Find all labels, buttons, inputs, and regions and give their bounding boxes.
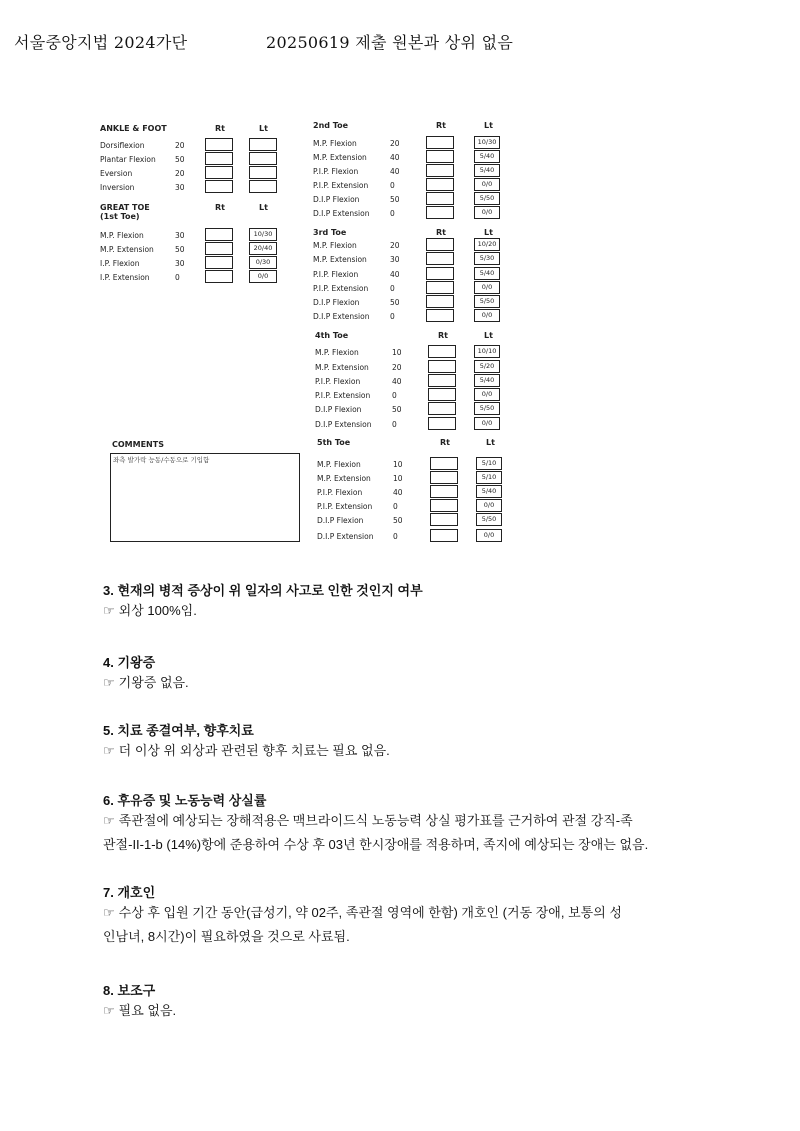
ankle-row-label: Eversion [100,169,133,178]
t4-row-label: D.I.P Flexion [315,405,362,414]
t5-row-normal: 10 [393,460,403,469]
t5-lt-box: 5/10 [476,457,502,470]
section-title: 3. 현재의 병적 증상이 위 일자의 사고로 인한 것인지 여부 [103,583,423,598]
t4-row-normal: 40 [392,377,402,386]
t2-rt-header: Rt [436,121,446,130]
t4-row-normal: 0 [392,420,397,429]
t5-rt-box [430,457,458,470]
t3-row-normal: 30 [390,255,400,264]
t5-rt-box [430,529,458,542]
section-text: 외상 100%임. [118,603,197,618]
report-section [103,580,723,623]
t5-row-normal: 50 [393,516,403,525]
great-lt-box: 0/30 [249,256,277,269]
t3-row-normal: 20 [390,241,400,250]
t2-row-normal: 40 [390,153,400,162]
comments-title: COMMENTS [112,440,164,449]
ankle-rt-box [205,152,233,165]
t2-rt-box [426,136,454,149]
t4-lt-box: 5/50 [474,402,500,415]
t3-lt-box: 5/30 [474,252,500,265]
great-rt-box [205,242,233,255]
section-text: 필요 없음. [118,1003,177,1018]
ankle-rt-box [205,166,233,179]
t4-row-normal: 0 [392,391,397,400]
great-row-label: M.P. Flexion [100,231,144,240]
t5-row-label: D.I.P Flexion [317,516,364,525]
report-section [103,652,723,695]
t3-row-label: M.P. Extension [313,255,367,264]
ankle-row-label: Dorsiflexion [100,141,145,150]
t2-row-label: D.I.P Extension [313,209,370,218]
ankle-row-normal: 20 [175,169,185,178]
t3-lt-box: 5/50 [474,295,500,308]
t5-row-normal: 0 [393,502,398,511]
pointing-hand-icon: ☞ [103,675,115,690]
t5-row-normal: 40 [393,488,403,497]
t5-rt-box [430,485,458,498]
t4-lt-box: 0/0 [474,417,500,430]
t4-rt-box [428,345,456,358]
great-rt-box [205,256,233,269]
t3-rt-box [426,238,454,251]
ankle-rt-box [205,180,233,193]
t4-row-normal: 10 [392,348,402,357]
t2-row-normal: 0 [390,181,395,190]
header-court-case: 서울중앙지법 2024가단 [14,33,188,52]
ankle-rt-header: Rt [215,124,225,133]
t4-rt-box [428,417,456,430]
t2-row-label: D.I.P Flexion [313,195,360,204]
section-text: 더 이상 위 외상과 관련된 향후 치료는 필요 없음. [118,743,390,758]
t2-rt-box [426,206,454,219]
t5-title: 5th Toe [317,438,351,447]
t5-row-normal: 0 [393,532,398,541]
great-rt-box [205,270,233,283]
section-text: 인남녀, 8시간)이 필요하였을 것으로 사료됨. [103,929,350,944]
comments-text: 좌측 발가락 능동/수동으로 기입함 [113,456,210,464]
t2-rt-box [426,150,454,163]
great-row-normal: 30 [175,259,185,268]
t2-lt-box: 0/0 [474,206,500,219]
t4-rt-box [428,388,456,401]
section-title: 7. 개호인 [103,885,156,900]
section-text: 수상 후 입원 기간 동안(급성기, 약 02주, 족관절 영역에 한함) 개호인 (거동 장애, 보통의 성 [118,905,622,920]
t4-row-label: P.I.P. Extension [315,391,371,400]
t4-rt-header: Rt [438,331,448,340]
pointing-hand-icon: ☞ [103,603,115,618]
t4-row-normal: 20 [392,363,402,372]
t2-lt-header: Lt [484,121,493,130]
t2-row-label: P.I.P. Extension [313,181,369,190]
t4-rt-box [428,374,456,387]
t5-row-label: D.I.P Extension [317,532,374,541]
t3-row-label: P.I.P. Extension [313,284,369,293]
t4-row-normal: 50 [392,405,402,414]
section-body-line [103,901,723,925]
section-title: 8. 보조구 [103,983,156,998]
pointing-hand-icon: ☞ [103,813,115,828]
t3-lt-box: 0/0 [474,281,500,294]
t5-lt-box: 5/10 [476,471,502,484]
section-body-line [103,599,723,623]
t4-lt-box: 5/20 [474,360,500,373]
ankle-lt-header: Lt [259,124,268,133]
ankle-title: ANKLE & FOOT [100,124,167,133]
t3-lt-box: 0/0 [474,309,500,322]
t2-row-normal: 0 [390,209,395,218]
great-row-normal: 50 [175,245,185,254]
t5-lt-box: 0/0 [476,499,502,512]
t3-rt-box [426,252,454,265]
t3-row-label: M.P. Flexion [313,241,357,250]
t2-row-normal: 40 [390,167,400,176]
t4-row-label: M.P. Flexion [315,348,359,357]
t5-row-label: P.I.P. Flexion [317,488,363,497]
great-row-label: I.P. Extension [100,273,150,282]
t4-rt-box [428,360,456,373]
t3-rt-box [426,281,454,294]
ankle-row-label: Plantar Flexion [100,155,156,164]
t2-lt-box: 5/50 [474,192,500,205]
t2-rt-box [426,178,454,191]
t3-rt-box [426,309,454,322]
ankle-row-normal: 20 [175,141,185,150]
t2-title: 2nd Toe [313,121,349,130]
ankle-lt-box [249,152,277,165]
t3-lt-box: 5/40 [474,267,500,280]
section-body-line [103,999,723,1023]
great-row-label: M.P. Extension [100,245,154,254]
t4-row-label: M.P. Extension [315,363,369,372]
ankle-row-normal: 30 [175,183,185,192]
header-submission-note: 20250619 제출 원본과 상위 없음 [266,33,514,52]
t3-row-label: D.I.P Flexion [313,298,360,307]
t4-lt-header: Lt [484,331,493,340]
great-lt-header: Lt [259,203,268,212]
t5-rt-box [430,499,458,512]
t4-lt-box: 10/10 [474,345,500,358]
section-body-line [103,925,723,949]
t5-lt-header: Lt [486,438,495,447]
t4-rt-box [428,402,456,415]
t4-row-label: P.I.P. Flexion [315,377,361,386]
t3-rt-box [426,295,454,308]
t5-row-normal: 10 [393,474,403,483]
ankle-lt-box [249,180,277,193]
great-subtitle: (1st Toe) [100,212,140,221]
t5-rt-box [430,471,458,484]
t2-row-label: M.P. Flexion [313,139,357,148]
section-body-line [103,833,723,857]
section-body-line [103,671,723,695]
t5-row-label: M.P. Extension [317,474,371,483]
t2-lt-box: 0/0 [474,178,500,191]
t3-row-label: P.I.P. Flexion [313,270,359,279]
t2-row-normal: 50 [390,195,400,204]
t5-lt-box: 5/40 [476,485,502,498]
ankle-row-normal: 50 [175,155,185,164]
section-body-line [103,739,723,763]
t3-title: 3rd Toe [313,228,347,237]
t5-row-label: P.I.P. Extension [317,502,373,511]
t2-rt-box [426,164,454,177]
t4-lt-box: 0/0 [474,388,500,401]
t2-lt-box: 5/40 [474,150,500,163]
great-lt-box: 10/30 [249,228,277,241]
t3-row-label: D.I.P Extension [313,312,370,321]
section-text: 족관절에 예상되는 장해적용은 맥브라이드식 노동능력 상실 평가표를 근거하여 관절 강직-족 [118,813,633,828]
section-title: 6. 후유증 및 노동능력 상실률 [103,793,267,808]
pointing-hand-icon: ☞ [103,743,115,758]
t5-rt-box [430,513,458,526]
section-body-line [103,809,723,833]
section-title: 4. 기왕증 [103,655,156,670]
t2-row-normal: 20 [390,139,400,148]
comments-box [110,453,300,542]
section-title: 5. 치료 종결여부, 향후치료 [103,723,254,738]
t5-row-label: M.P. Flexion [317,460,361,469]
t3-row-normal: 50 [390,298,400,307]
t5-rt-header: Rt [440,438,450,447]
great-lt-box: 0/0 [249,270,277,283]
section-text: 기왕증 없음. [118,675,189,690]
great-rt-header: Rt [215,203,225,212]
ankle-row-label: Inversion [100,183,135,192]
great-lt-box: 20/40 [249,242,277,255]
great-rt-box [205,228,233,241]
t2-lt-box: 10/30 [474,136,500,149]
great-row-normal: 0 [175,273,180,282]
t2-row-label: P.I.P. Flexion [313,167,359,176]
t5-lt-box: 5/50 [476,513,502,526]
ankle-lt-box [249,166,277,179]
ankle-rt-box [205,138,233,151]
t3-rt-box [426,267,454,280]
great-row-normal: 30 [175,231,185,240]
t3-row-normal: 40 [390,270,400,279]
t4-title: 4th Toe [315,331,349,340]
t2-rt-box [426,192,454,205]
section-text: 관절-II-1-b (14%)항에 준용하여 수상 후 03년 한시장애를 적용하며, 족지에 예상되는 장애는 없음. [103,837,649,852]
t2-lt-box: 5/40 [474,164,500,177]
t2-row-label: M.P. Extension [313,153,367,162]
report-section [103,720,723,763]
t3-row-normal: 0 [390,312,395,321]
t5-lt-box: 0/0 [476,529,502,542]
great-row-label: I.P. Flexion [100,259,140,268]
pointing-hand-icon: ☞ [103,905,115,920]
t3-lt-box: 10/20 [474,238,500,251]
ankle-lt-box [249,138,277,151]
report-section [103,882,723,949]
great-title: GREAT TOE [100,203,150,212]
t3-rt-header: Rt [436,228,446,237]
t3-row-normal: 0 [390,284,395,293]
report-section [103,980,723,1023]
report-section [103,790,723,857]
pointing-hand-icon: ☞ [103,1003,115,1018]
t3-lt-header: Lt [484,228,493,237]
t4-lt-box: 5/40 [474,374,500,387]
t4-row-label: D.I.P Extension [315,420,372,429]
